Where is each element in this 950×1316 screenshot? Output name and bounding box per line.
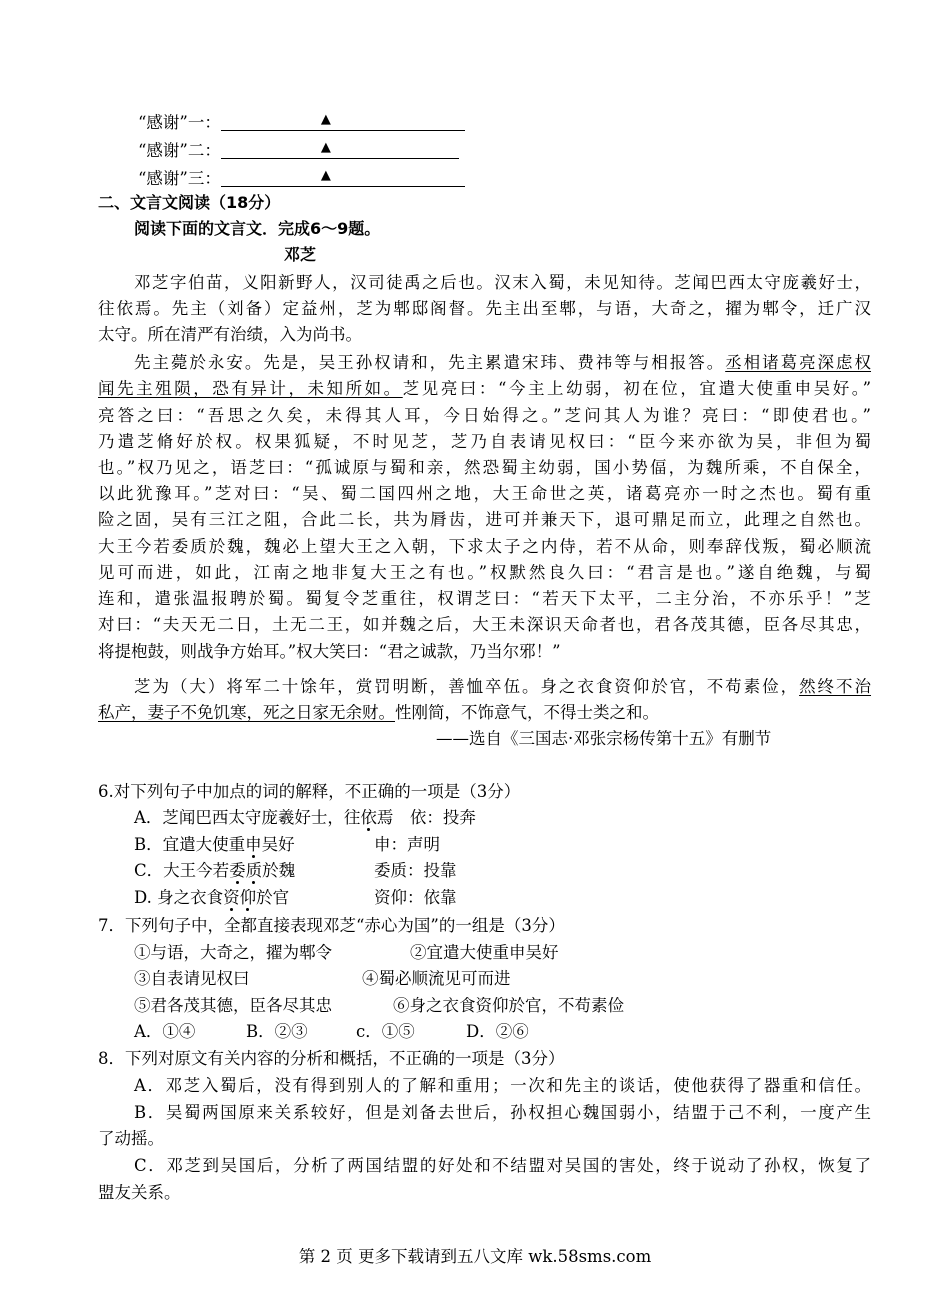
dotted-word: 委 bbox=[229, 861, 246, 880]
answer-blank-2[interactable] bbox=[221, 140, 459, 159]
answer-blank-1[interactable] bbox=[221, 112, 465, 131]
thanks-line-3 bbox=[138, 166, 465, 192]
q7-statement-5: ⑤君各茂其德，臣各尽其忠 bbox=[134, 996, 332, 1015]
passage-line: 乃遣芝脩好於权。权果狐疑，不时见芝，芝乃自表请见权曰：“臣今来亦欲为吴，非但为蜀 bbox=[98, 432, 871, 451]
passage-line: 亮答之曰：“吾思之久矣，未得其人耳，今日始得之。”芝问其人为谁？亮曰：“即使君也。” bbox=[98, 406, 871, 425]
q8-option-c[interactable]: C．邓芝到吴国后，分析了两国结盟的好处和不结盟对吴国的害处，终于说动了孙权，恢复了 bbox=[134, 1156, 871, 1175]
q8-option-c-cont: 盟友关系。 bbox=[98, 1183, 181, 1202]
triangle-icon: ▲ bbox=[320, 168, 331, 183]
q6-option-b-gloss: 申：声明 bbox=[374, 835, 440, 854]
passage-line: 见可而进，如此，江南之地非复大王之有也。”权默然良久曰：“君言是也。”遂自绝魏，与蜀 bbox=[98, 563, 871, 582]
q6-option-c-gloss: 委质：投靠 bbox=[374, 861, 457, 880]
thanks-label-2: “感谢”二： bbox=[138, 141, 221, 160]
dotted-word: 仰 bbox=[239, 888, 257, 907]
answer-blank-3[interactable] bbox=[221, 168, 465, 187]
dotted-word: 质 bbox=[245, 861, 263, 880]
q7-statement-1: ①与语，大奇之，擢为郫令 bbox=[134, 943, 332, 962]
question-8-stem: 8．下列对原文有关内容的分析和概括，不正确的一项是（3分） bbox=[98, 1049, 565, 1068]
passage-line: 对曰：“夫天无二日，土无二王，如并魏之后，大王未深识天命者也，君各茂其德，臣各尽其忠， bbox=[98, 615, 871, 634]
q7-statement-4: ④蜀必顺流见可而进 bbox=[362, 969, 511, 988]
triangle-icon: ▲ bbox=[320, 140, 331, 155]
section-instruction: 阅读下面的文言文．完成6～9题。 bbox=[134, 219, 381, 238]
passage-text: 先主薨於永安。先是，吴王孙权请和，先主累遣宋玮、费祎等与相报答。 bbox=[134, 353, 726, 372]
passage-line: 连和，遣张温报聘於蜀。蜀复令芝重往，权谓芝曰：“若天下太平，二主分治，不亦乐乎！”芝 bbox=[98, 589, 871, 608]
q7-statement-3: ③自表请见权曰 bbox=[134, 969, 250, 988]
q6-option-c[interactable]: C．大王今若委质於魏 bbox=[134, 861, 296, 880]
page-footer: 第 2 页 更多下载请到五八文库 wk.58sms.com bbox=[298, 1247, 652, 1266]
passage-line: 太守。所在清严有治绩，入为尚书。 bbox=[98, 325, 362, 344]
q7-option-d[interactable]: D．②⑥ bbox=[466, 1022, 529, 1041]
q6-option-d-gloss: 资仰：依靠 bbox=[374, 888, 457, 907]
passage-line: 将提枹鼓，则战争方始耳。”权大笑曰：“君之诚款，乃当尔邪！” bbox=[98, 642, 561, 661]
q7-statement-2: ②宜遣大使重申吴好 bbox=[410, 943, 559, 962]
passage-line: 以此犹豫耳。”芝对曰：“吴、蜀二国四州之地，大王命世之英，诸葛亮亦一时之杰也。蜀有重 bbox=[98, 484, 871, 503]
q6-option-b[interactable]: B．宜遣大使重申吴好 bbox=[134, 835, 295, 854]
passage-line: 邓芝字伯苗，义阳新野人，汉司徒禹之后也。汉末入蜀，未见知待。芝闻巴西太守庞羲好士， bbox=[134, 273, 871, 292]
underlined-sentence: 私产，妻子不免饥寒，死之日家无余财。 bbox=[98, 703, 395, 722]
passage-line: 险之固，吴有三江之阻，合此二长，共为脣齿，进可并兼天下，退可鼎足而立，此理之自然也。 bbox=[98, 510, 871, 529]
passage-source: ——选自《三国志·邓张宗杨传第十五》有删节 bbox=[436, 729, 772, 748]
q6-option-d[interactable]: D. 身之衣食资仰於官 bbox=[134, 888, 290, 907]
thanks-line-2 bbox=[138, 138, 459, 164]
section-heading: 二、文言文阅读（18分） bbox=[98, 193, 281, 212]
q7-option-b[interactable]: B．②③ bbox=[246, 1022, 308, 1041]
passage-line bbox=[134, 350, 871, 376]
underlined-sentence: 丞相诸葛亮深虑权 bbox=[725, 353, 872, 372]
passage-text: 芝为（大）将军二十馀年，赏罚明断，善恤卒伍。身之衣食资仰於官，不苟素俭， bbox=[134, 677, 800, 696]
q8-option-a[interactable]: A．邓芝入蜀后，没有得到别人的了解和重用；一次和先主的谈话，使他获得了器重和信任。 bbox=[134, 1076, 871, 1095]
q8-option-b[interactable]: B．吴蜀两国原来关系较好，但是刘备去世后，孙权担心魏国弱小，结盟于己不利，一度产生 bbox=[134, 1103, 871, 1122]
dotted-word: 资 bbox=[223, 888, 240, 907]
passage-line bbox=[98, 700, 659, 726]
q6-option-a[interactable]: A．芝闻巴西太守庞羲好士，往依焉 依：投奔 bbox=[134, 808, 476, 827]
question-7-stem: 7．下列句子中，全都直接表现邓芝“赤心为国”的一组是（3分） bbox=[98, 916, 565, 935]
triangle-icon: ▲ bbox=[320, 112, 331, 127]
q8-option-b-cont: 了动摇。 bbox=[98, 1129, 164, 1148]
thanks-label-1: “感谢”一： bbox=[138, 113, 221, 132]
thanks-label-3: “感谢”三： bbox=[138, 169, 221, 188]
passage-line: 往依焉。先主（刘备）定益州，芝为郫邸阁督。先主出至郫，与语，大奇之，擢为郫令，迁广汉 bbox=[98, 299, 871, 318]
thanks-line-1 bbox=[138, 110, 465, 136]
q7-options bbox=[134, 1019, 529, 1045]
passage-line bbox=[98, 376, 871, 402]
passage-text: 性刚简，不饰意气，不得士类之和。 bbox=[395, 703, 659, 722]
passage-title: 邓芝 bbox=[284, 245, 317, 264]
dotted-word: 申 bbox=[245, 835, 262, 854]
q7-option-c[interactable]: c．①⑤ bbox=[356, 1022, 415, 1041]
passage-line bbox=[134, 674, 871, 700]
q7-statement-6: ⑥身之衣食资仰於官，不苟素俭 bbox=[393, 996, 624, 1015]
passage-text: 芝见亮曰：“今主上幼弱，初在位，宜遣大使重申吴好。” bbox=[402, 379, 871, 398]
passage-line: 大王今若委质於魏，魏必上望大王之入朝，下求太子之内侍，若不从命，则奉辞伐叛，蜀必顺流 bbox=[98, 537, 871, 556]
dotted-word: 依 bbox=[360, 808, 377, 827]
underlined-sentence: 然终不治 bbox=[799, 677, 872, 696]
underlined-sentence: 闻先主殂陨，恐有异计，未知所如。 bbox=[98, 379, 403, 398]
passage-line: 也。”权乃见之，语芝曰：“孤诚原与蜀和亲，然恐蜀主幼弱，国小势偪，为魏所乘，不自保全， bbox=[98, 458, 871, 477]
q7-option-a[interactable]: A．①④ bbox=[134, 1022, 196, 1041]
question-6-stem: 6.对下列句子中加点的词的解释，不正确的一项是（3分） bbox=[98, 782, 521, 801]
